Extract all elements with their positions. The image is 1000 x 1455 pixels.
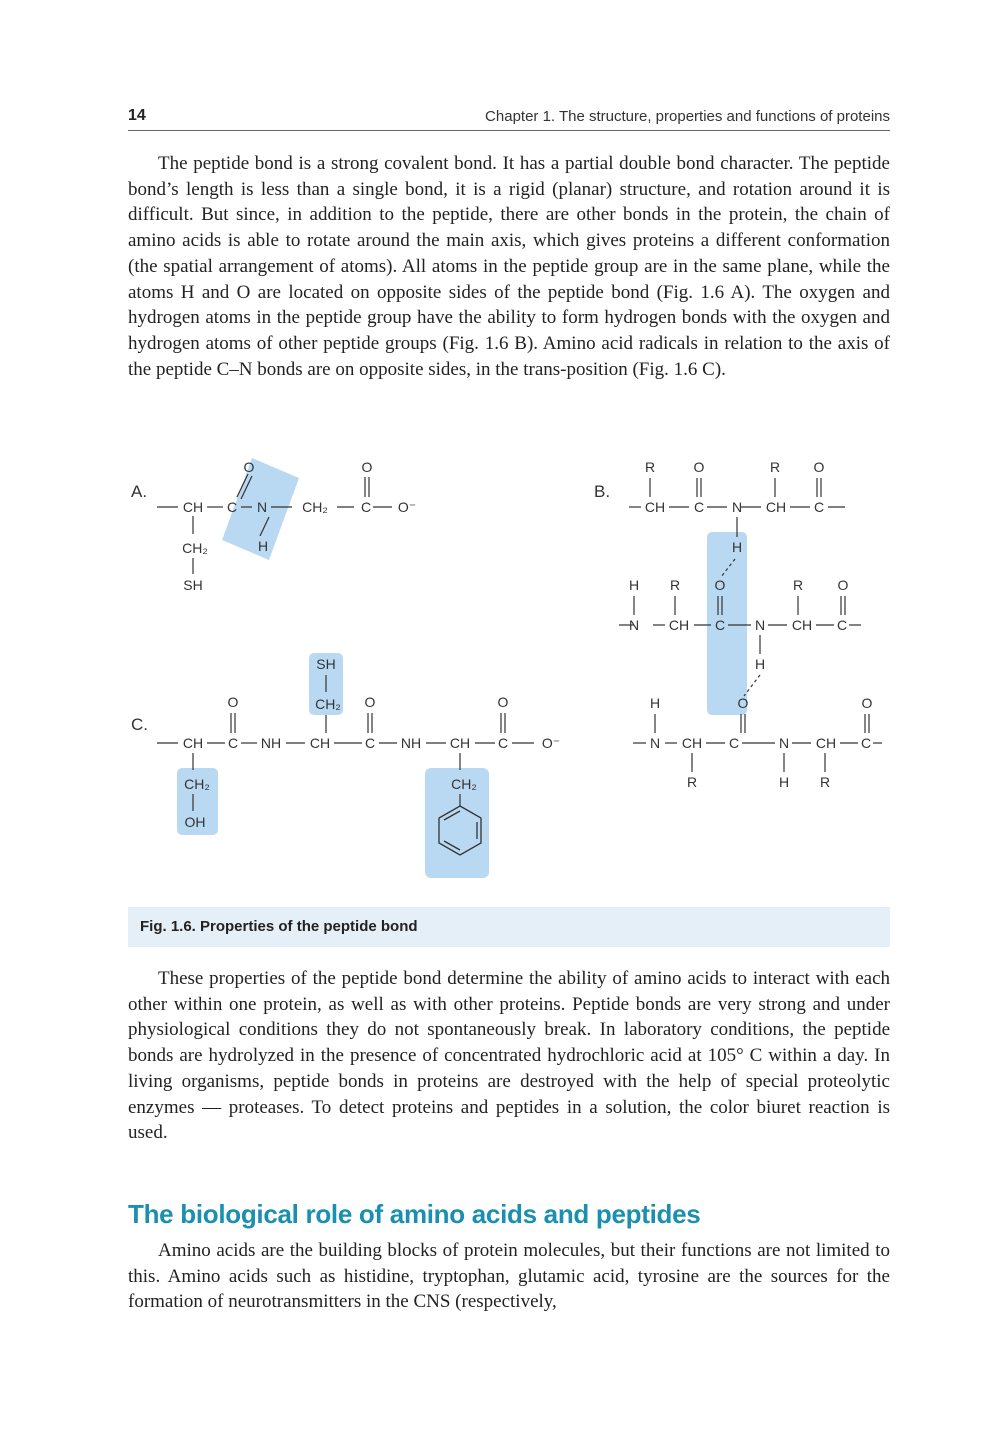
atom: CH — [791, 617, 813, 633]
atom: N — [778, 735, 790, 751]
atom: R — [644, 459, 656, 475]
atom: C — [714, 617, 726, 633]
atom: C — [860, 735, 872, 751]
atom: H — [754, 656, 766, 672]
atom: C — [693, 499, 705, 515]
atom: CH₂ — [451, 776, 477, 792]
atom: C — [226, 499, 238, 515]
atom: H — [257, 538, 269, 554]
atom: CH₂ — [302, 499, 328, 515]
atom: CH — [309, 735, 331, 751]
atom: O⁻ — [541, 735, 561, 751]
atom: N — [256, 499, 268, 515]
atom: O — [243, 459, 255, 475]
panel-c-atoms — [183, 656, 560, 830]
atom: O — [813, 459, 825, 475]
atom: N — [628, 617, 640, 633]
figure-diagram — [110, 450, 910, 900]
body-paragraph: These properties of the peptide bond determine the ability of amino acids to interact with each other within one protein, as well as with other proteins. Peptide bonds are very strong and under physiological conditions they do not spontaneously break. In laboratory conditions, the peptide bonds are hydrolyzed in the presence of concentrated hydrochloric acid at 105° C within a day. In living organisms, peptide bonds in proteins are destroyed with the help of special proteolytic enzymes — proteases. To detect proteins and peptides in a solution, the color biuret reaction is used. — [128, 968, 890, 1144]
atom: CH — [449, 735, 471, 751]
body-paragraph: The peptide bond is a strong covalent bond. It has a partial double bond character. The peptide bond’s length is less than a single bond, it is a rigid (planar) structure, and rotation around it is difficult. But since, in addition to the peptide, there are other bonds in the protein, the chain of amino acids is able to rotate around the main axis, which gives proteins a different conformation (the spatial arrangement of atoms). All atoms in the peptide group are in the same plane, while the atoms H and O are located on opposite sides of the peptide bond (Fig. 1.6 A). The oxygen and hydrogen atoms in the peptide group have the ability to form hydrogen bonds with the oxygen and hydrogen atoms of other peptide groups (Fig. 1.6 B). Amino acid radicals in relation to the axis of the peptide C–N bonds are on opposite sides, in the trans-position (Fig. 1.6 C). — [128, 153, 890, 380]
atom: O — [227, 694, 239, 710]
figure-caption-bar — [128, 907, 890, 947]
figure-peptide-bond — [110, 450, 910, 900]
atom: NH — [400, 735, 422, 751]
atom: O — [361, 459, 373, 475]
panel-a-atoms — [182, 459, 416, 593]
atom: CH — [182, 735, 204, 751]
hydrogen-bond-highlight — [707, 532, 747, 715]
panel-label-c: C. — [131, 715, 148, 734]
atom: H — [778, 774, 790, 790]
atom: C — [227, 735, 239, 751]
atom: O — [861, 695, 873, 711]
atom: R — [686, 774, 698, 790]
atom: O — [737, 695, 749, 711]
panel-label-b: B. — [594, 482, 611, 501]
body-paragraph: Amino acids are the building blocks of protein molecules, but their functions are not limited to this. Amino acids such as histidine, tryptophan, glutamic acid, tyrosine are the sources for the formation of neurotransmitters in the CNS (respectively, — [128, 1240, 890, 1313]
atom: O⁻ — [397, 499, 417, 515]
atom: C — [497, 735, 509, 751]
atom: O — [714, 577, 726, 593]
atom: H — [628, 577, 640, 593]
section-heading: The biological role of amino acids and peptides — [128, 1199, 701, 1229]
panel-label-a: A. — [131, 482, 148, 501]
atom: CH₂ — [315, 696, 341, 712]
header-divider — [128, 130, 890, 131]
atom: N — [754, 617, 766, 633]
atom: H — [731, 539, 743, 555]
highlight-regions — [177, 458, 747, 878]
atom: CH — [182, 499, 204, 515]
atom: CH₂ — [182, 540, 208, 556]
atom: N — [649, 735, 661, 751]
figure-caption: Fig. 1.6. Properties of the peptide bond — [140, 918, 418, 935]
atom: N — [731, 499, 743, 515]
atom: R — [792, 577, 804, 593]
atom: CH — [668, 617, 690, 633]
atom: H — [649, 695, 661, 711]
atom: O — [693, 459, 705, 475]
atom: R — [769, 459, 781, 475]
atom: SH — [183, 577, 203, 593]
atom: R — [669, 577, 681, 593]
atom: CH — [681, 735, 703, 751]
atom: O — [497, 694, 509, 710]
atom: CH — [644, 499, 666, 515]
atom: O — [364, 694, 376, 710]
page-number: 14 — [128, 107, 146, 124]
atom: OH — [184, 814, 206, 830]
atom: SH — [316, 656, 336, 672]
atom: R — [819, 774, 831, 790]
atom: NH — [260, 735, 282, 751]
atom: CH — [765, 499, 787, 515]
atom: C — [360, 499, 372, 515]
atom: C — [813, 499, 825, 515]
atom: O — [837, 577, 849, 593]
atom: C — [836, 617, 848, 633]
atom: C — [364, 735, 376, 751]
atom: CH₂ — [184, 776, 210, 792]
atom: C — [728, 735, 740, 751]
bond-lines — [157, 474, 882, 811]
atom: CH — [815, 735, 837, 751]
running-header: Chapter 1. The structure, properties and functions of proteins — [485, 108, 890, 125]
